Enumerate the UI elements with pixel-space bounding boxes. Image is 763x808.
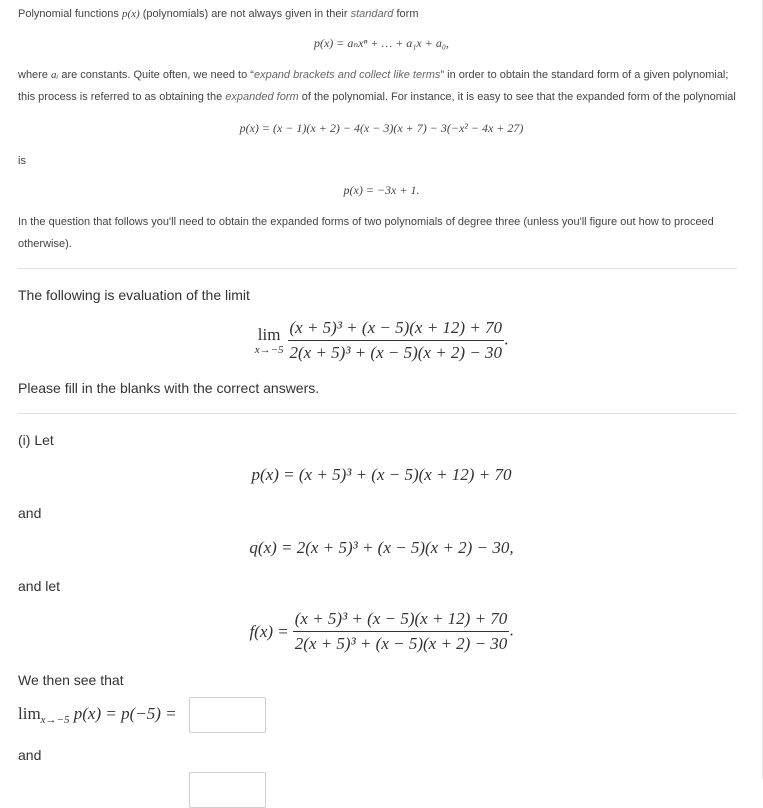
f-definition: f(x) = $\frac{\text{(x + 5)³ + (x − 5)(x + 12) + 70}}{\text{2(x + 5)³ + (x − 5)(x + 2) − 30}}$ .	[249, 609, 514, 653]
question-heading: The following is evaluation of the limit	[18, 287, 250, 303]
we-see-label: We then see that	[18, 672, 124, 688]
limit-numerator: (x + 5)³ + (x − 5)(x + 12) + 70	[288, 318, 505, 341]
is-label: is	[18, 155, 26, 167]
answer-input-2[interactable]	[189, 772, 266, 808]
limit-fraction	[288, 318, 505, 363]
example-polynomial: p(x) = (x − 1)(x + 2) − 4(x − 3)(x + 7) − 3(−x² − 4x + 27)	[239, 121, 524, 135]
and-let-label: and let	[18, 578, 61, 594]
f-numerator: (x + 5)³ + (x − 5)(x + 12) + 70	[293, 609, 510, 632]
f-fraction	[293, 609, 510, 654]
f-denominator: 2(x + 5)³ + (x − 5)(x + 2) − 30	[294, 634, 508, 653]
lim-p-expression: $\lim_{x\to-5} p(x) = p(-5)$ =	[18, 704, 177, 726]
standard-form-equation: p(x) = aₙxⁿ + … + a₁x + a₀,	[313, 36, 450, 50]
divider-2	[18, 413, 737, 414]
intro-line-1: Polynomial functions p(x) (polynomials) are not always given in their standard form	[18, 8, 419, 20]
q-definition: q(x) = 2(x + 5)³ + (x − 5)(x + 2) − 30,	[249, 538, 514, 557]
part1-let-label: (i) Let	[18, 432, 54, 448]
and-label-2: and	[18, 747, 42, 763]
limit-operator: lim x→−5	[254, 325, 284, 356]
example-result: p(x) = −3x + 1.	[343, 183, 420, 197]
limit-denominator: 2(x + 5)³ + (x − 5)(x + 2) − 30	[289, 343, 503, 362]
intro-line-2: where aᵢ are constants. Quite often, we need to “expand brackets and collect like terms” in order to obtain the standard form of a given polynomial;	[18, 69, 729, 81]
and-label-1: and	[18, 505, 42, 521]
instruction-text: Please fill in the blanks with the correct answers.	[18, 380, 320, 396]
intro-line-5: otherwise).	[18, 238, 72, 250]
p-definition: p(x) = (x + 5)³ + (x − 5)(x + 12) + 70	[251, 465, 512, 484]
intro-line-3: this process is referred to as obtaining the expanded form of the polynomial. For instance, it is easy to see that the expanded form of the polynomial	[18, 91, 736, 103]
intro-line-4: In the question that follows you'll need to obtain the expanded forms of two polynomials of degree three (unless you'll figure out how to proceed	[18, 216, 714, 228]
limit-expression: lim x→−5 $\frac{\text{(x + 5)³ + (x − 5)(x + 12) + 70}}{\text{2(x + 5)³ + (x − 5)(x + 2) − 30}}$ .	[254, 318, 509, 362]
answer-input-1[interactable]	[189, 697, 266, 733]
divider-1	[18, 268, 737, 269]
